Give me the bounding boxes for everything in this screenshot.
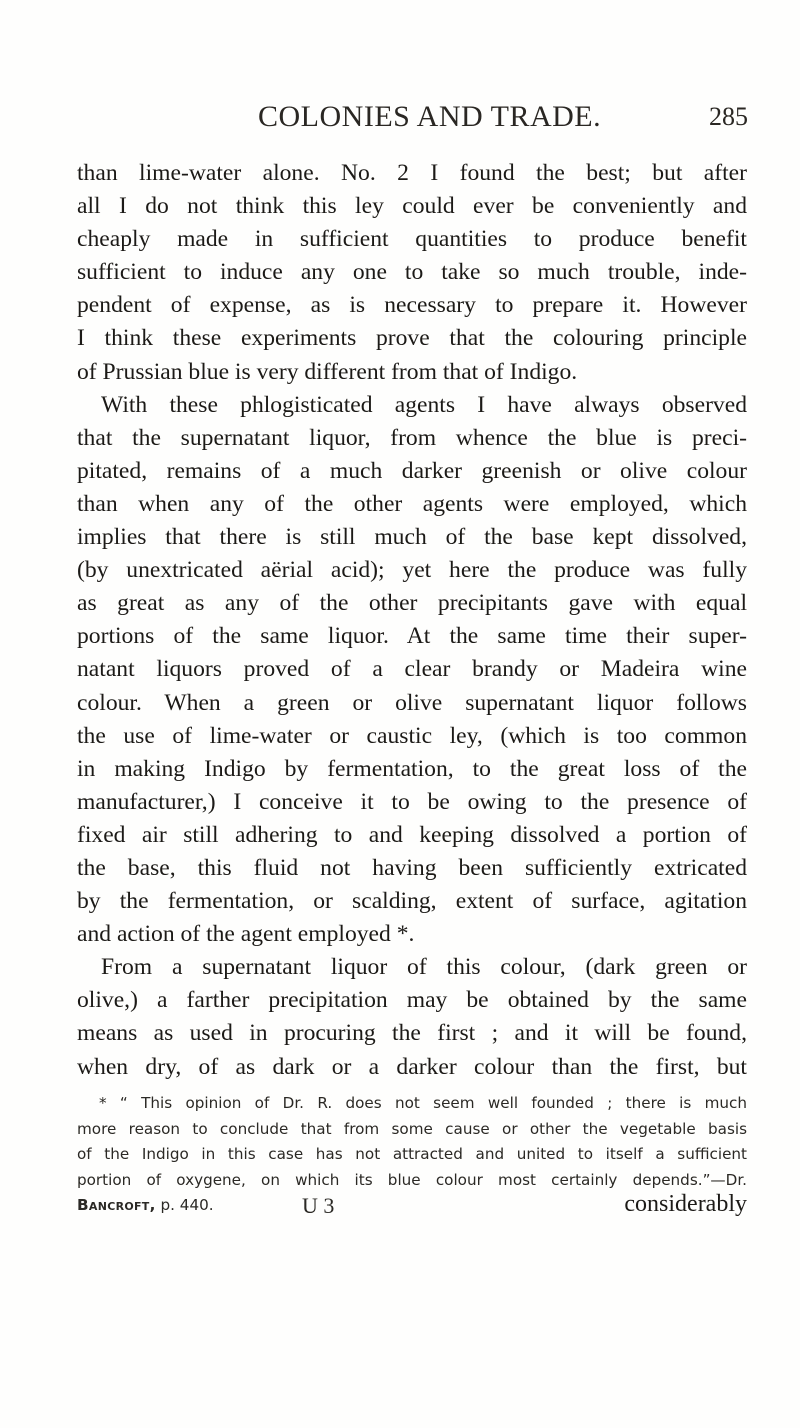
footnote-line: portion of oxygene, on which its blue colour most certainly depends.”—Dr.	[77, 1170, 747, 1189]
text-line: From a supernatant liquor of this colour, (dark green or	[101, 954, 747, 981]
text-line: than when any of the other agents were employed, which	[77, 490, 747, 517]
text-line: the base, this fluid not having been sufficiently extricated	[77, 854, 747, 881]
text-line: pitated, remains of a much darker greenish or olive colour	[77, 457, 747, 484]
text-line: than lime-water alone. No. 2 I found the best; but after	[77, 160, 747, 186]
text-line: means as used in procuring the first ; and it will be found,	[77, 1020, 747, 1047]
text-line: implies that there is still much of the base kept dissolved,	[77, 524, 747, 551]
text-line: by the fermentation, or scalding, extent of surface, agitation	[77, 888, 747, 915]
text-line: manufacturer,) I conceive it to be owing to the presence of	[77, 788, 747, 815]
text-line: cheaply made in sufficient quantities to produce benefit	[77, 226, 747, 253]
footnote-line: more reason to conclude that from some cause or other the vegetable basis	[77, 1119, 747, 1138]
text-line: portions of the same liquor. At the same time their super-	[77, 623, 747, 650]
text-line: (by unextricated aërial acid); yet here the produce was fully	[77, 557, 747, 584]
text-line: olive,) a farther precipitation may be obtained by the same	[77, 987, 747, 1014]
text-line: With these phlogisticated agents I have always observed	[101, 391, 747, 418]
footnote-citation: p. 440.	[155, 1196, 214, 1214]
text-line: fixed air still adhering to and keeping dissolved a portion of	[77, 821, 747, 848]
catchword: considerably	[624, 1191, 747, 1217]
text-line: and action of the agent employed *.	[77, 921, 415, 948]
text-line: sufficient to induce any one to take so much trouble, inde-	[77, 259, 747, 286]
text-line: in making Indigo by fermentation, to the great loss of the	[77, 755, 747, 782]
text-line: as great as any of the other precipitants gave with equal	[77, 590, 747, 617]
footnote-line: of the Indigo in this case has not attracted and united to itself a sufficient	[77, 1145, 747, 1163]
running-header	[258, 100, 748, 140]
text-line: the use of lime-water or caustic ley, (which is too common	[77, 722, 747, 749]
footnote-author: Bancroft,	[77, 1196, 156, 1214]
text-line: natant liquors proved of a clear brandy or Madeira wine	[77, 656, 747, 683]
signature-mark: U 3	[302, 1193, 335, 1218]
page-number: 285	[709, 102, 748, 131]
footnote-line: * “ This opinion of Dr. R. does not seem well founded ; there is much	[99, 1094, 747, 1112]
main-text	[77, 157, 747, 1084]
text-line: when dry, of as dark or a darker colour than the first, but	[77, 1053, 747, 1080]
text-line: that the supernatant liquor, from whence the blue is preci-	[77, 424, 747, 451]
page-footer	[77, 1193, 747, 1227]
text-line: I think these experiments prove that the colouring principle	[77, 325, 747, 352]
text-line: pendent of expense, as is necessary to prepare it. However	[77, 292, 747, 319]
running-title: COLONIES AND TRADE.	[258, 100, 602, 133]
text-line: colour. When a green or olive supernatant liquor follows	[77, 689, 747, 716]
text-line: of Prussian blue is very different from that of Indigo.	[77, 358, 578, 385]
text-line: all I do not think this ley could ever be conveniently and	[77, 193, 747, 220]
